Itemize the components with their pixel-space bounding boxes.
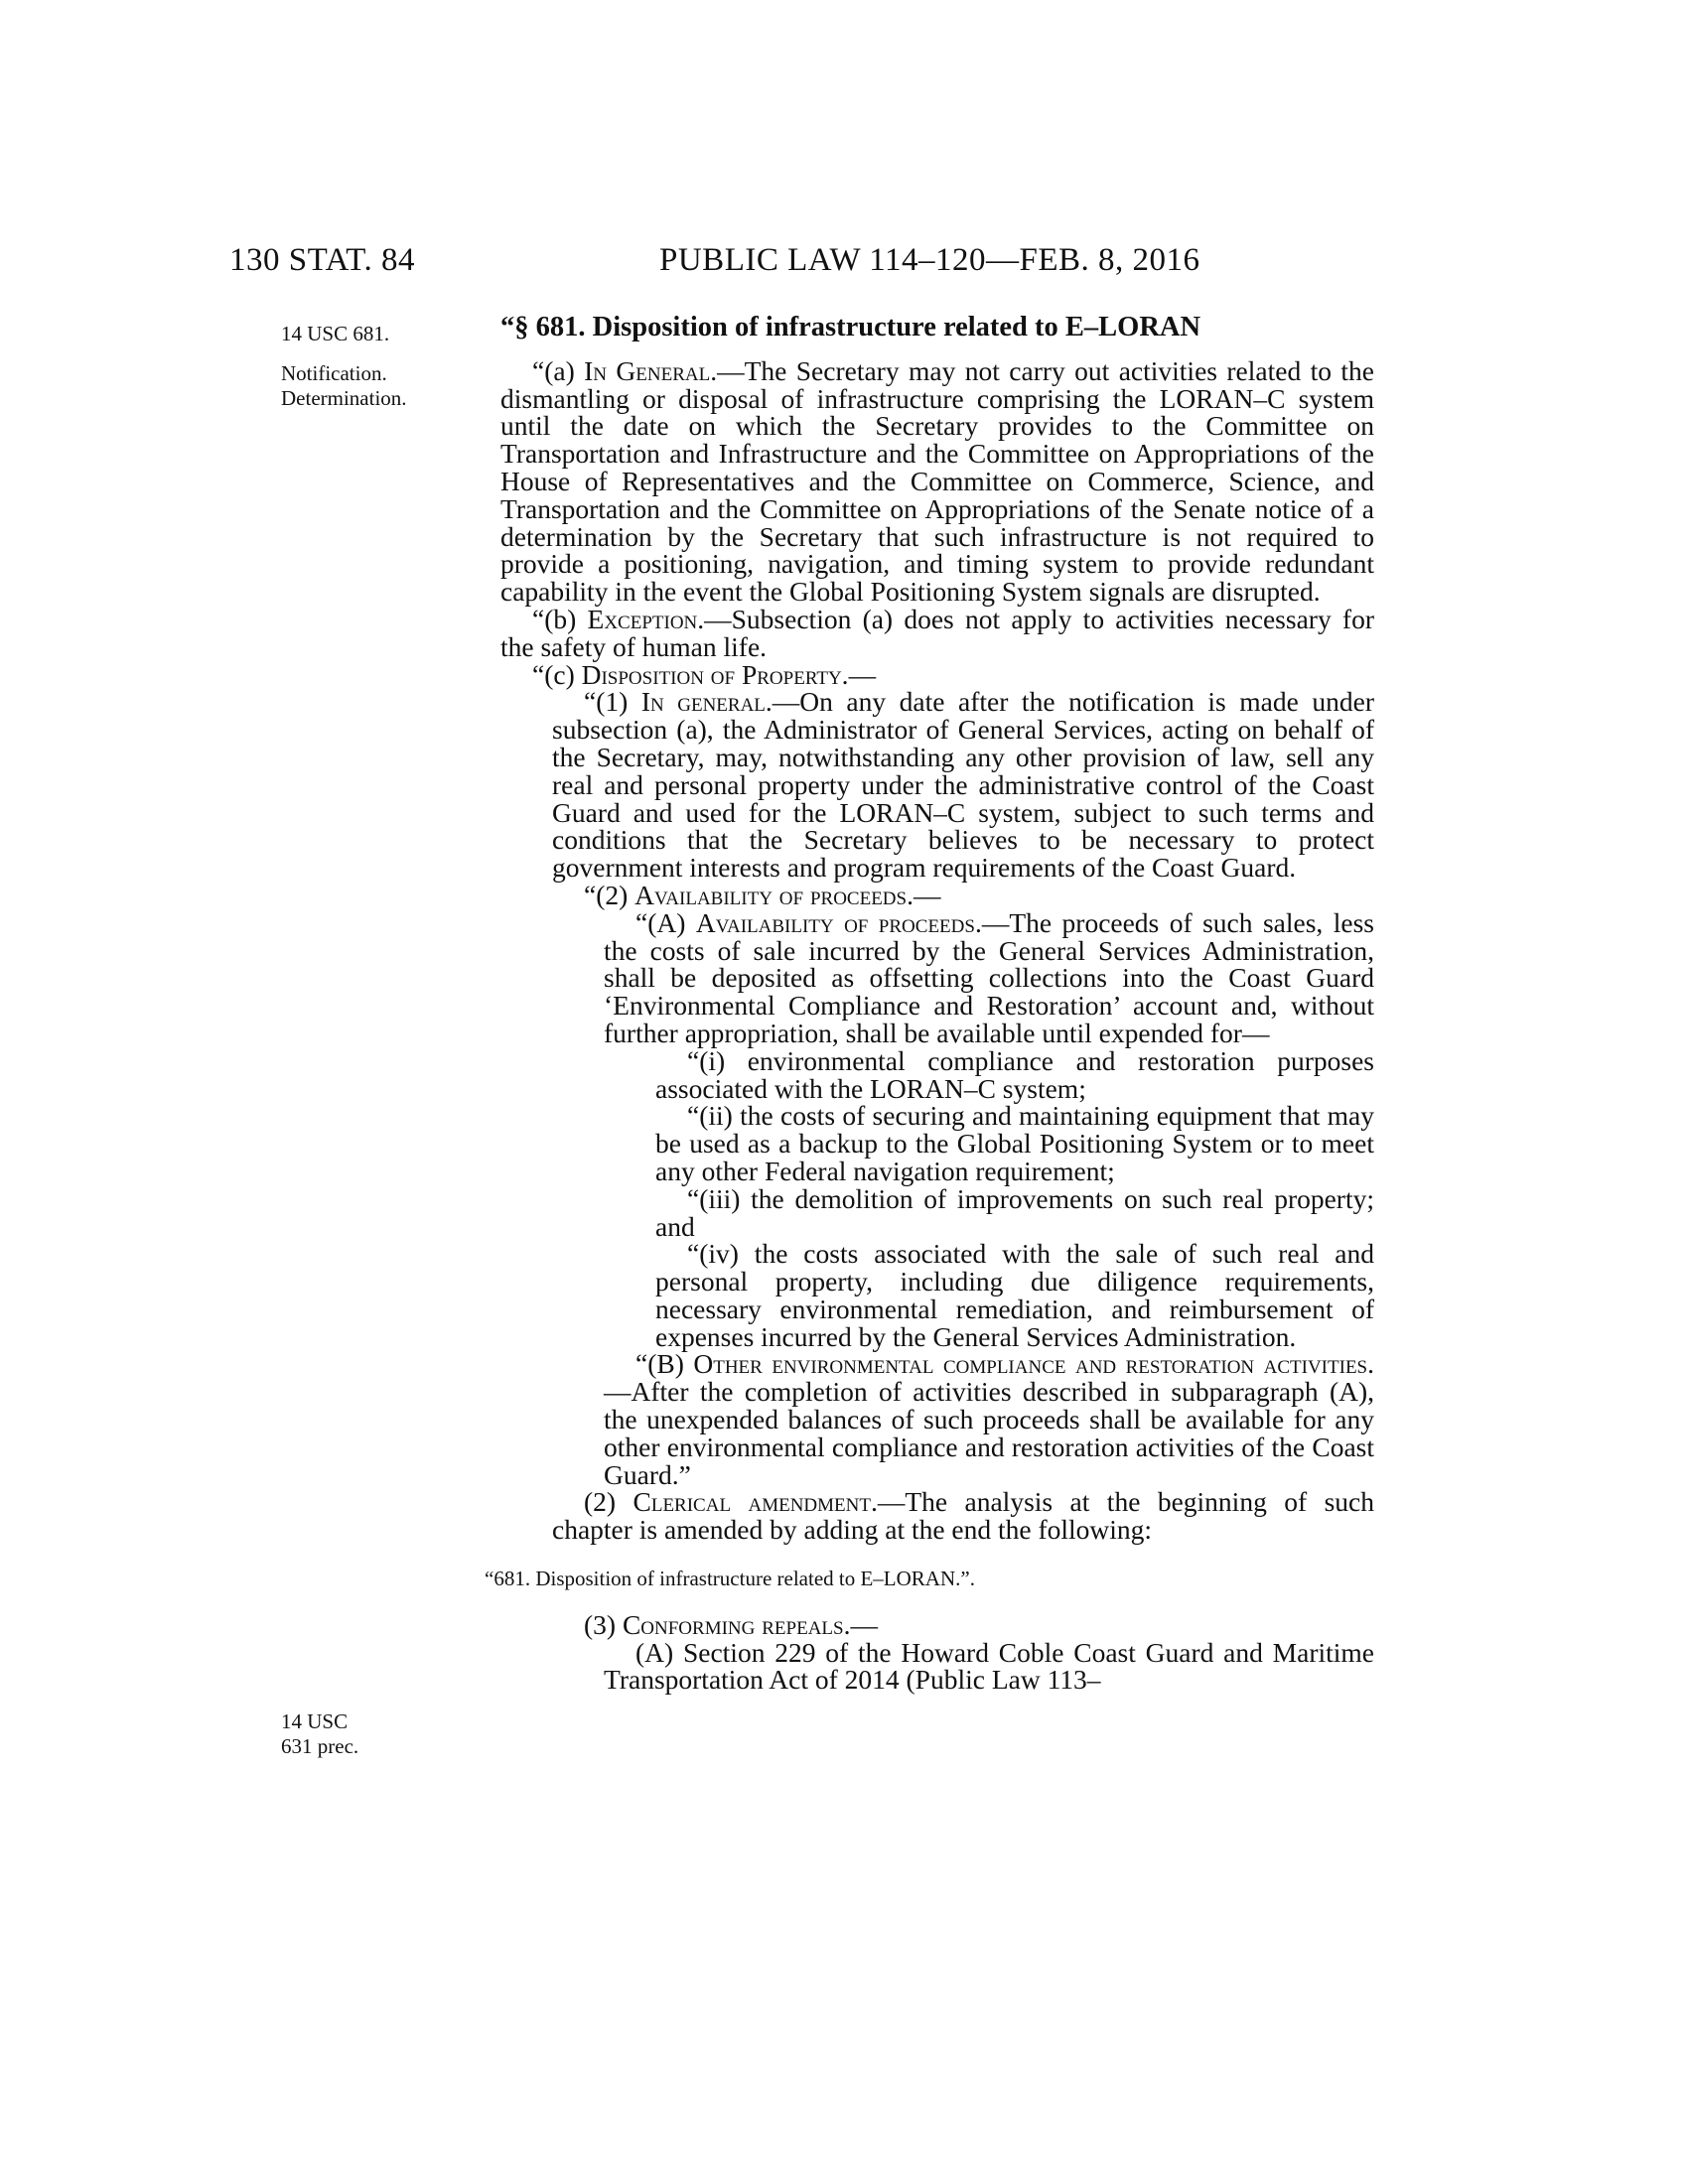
subsection-a: “(a) In General.—The Secretary may not carry out activities related to the dismantling or disposal of infrastructure comprising the LORAN–C system until the date on which the Secretary provides to the Committee on Transportation and Infrastructure and the Committee on Appropriations of the House of Representatives and the Committee on Commerce, Science, and Transportation and the Committee on Appropriations of the Senate notice of a determination by the Secretary that such infrastructure is not required to provide a positioning, navigation, and timing system to provide redundant capability in the event the Global Positioning System signals are disrupted. xyxy=(500,354,1374,608)
subparagraph-c2A: “(A) Availability of proceeds.—The proceeds of such sales, less the costs of sale incurred by the General Services Administration, shall be deposited as offsetting collections into the Coast Guard ‘Environmental Compliance and Restoration’ account and, without further appropriation, shall be available until expended for— xyxy=(604,906,1374,1048)
table-of-sections-entry: “681. Disposition of infrastructure related to E–LORAN.”. xyxy=(485,1567,975,1591)
subsection-b: “(b) Exception.—Subsection (a) does not apply to activities necessary for the safety of human life. xyxy=(500,603,1374,662)
clause-iii: “(iii) the demolition of improvements on such real property; and xyxy=(655,1182,1374,1242)
public-law-title: PUBLIC LAW 114–120—FEB. 8, 2016 xyxy=(659,242,1200,278)
section-heading: “§ 681. Disposition of infrastructure related to E–LORAN xyxy=(500,312,1201,342)
repeal-subparagraph-A: (A) Section 229 of the Howard Coble Coast Guard and Maritime Transportation Act of 2014 (Public Law 113– xyxy=(604,1636,1374,1696)
paragraph-c1: “(1) In general.—On any date after the notification is made under subsection (a), the Administrator of General Services, acting on behalf of the Secretary, may, notwithstanding any other provision of law, sell any real and personal property under the administrative control of the Coast Guard and used for the LORAN–C system, subject to such terms and conditions that the Secretary believes to be necessary to protect government interests and program requirements of the Coast Guard. xyxy=(552,686,1374,884)
margin-note-usc-631-line2: 631 prec. xyxy=(281,1734,359,1758)
paragraph-c2: “(2) Availability of proceeds.— xyxy=(584,879,941,910)
subparagraph-c2B: “(B) Other environmental compliance and restoration activities.—After the completion of activities described in subparagraph (A), the unexpended balances of such proceeds shall be available for any other environmental compliance and restoration activities of the Coast Guard.” xyxy=(604,1348,1374,1490)
clause-ii: “(ii) the costs of securing and maintaining equipment that may be used as a backup to the Global Positioning System or to meet any other Federal navigation requirement; xyxy=(655,1100,1374,1186)
clerical-amendment: (2) Clerical amendment.—The analysis at the beginning of such chapter is amended by adding at the end the following: xyxy=(552,1486,1374,1546)
stat-page-number: 130 STAT. 84 xyxy=(229,242,416,278)
clause-i: “(i) environmental compliance and restoration purposes associated with the LORAN–C system; xyxy=(655,1044,1374,1104)
margin-note-notification: Notification. xyxy=(281,361,387,385)
statute-text xyxy=(485,312,1374,1696)
margin-note-usc-681: 14 USC 681. xyxy=(281,322,390,345)
clause-iv: “(iv) the costs associated with the sale of such real and personal property, including due diligence requirements, necessary environmental remediation, and reimbursement of expenses incurred by the General Services Administration. xyxy=(655,1238,1374,1352)
margin-note-determination: Determination. xyxy=(281,386,407,410)
conforming-repeals: (3) Conforming repeals.— xyxy=(584,1608,878,1640)
subsection-c: “(c) Disposition of Property.— xyxy=(532,658,877,690)
margin-note-usc-631-line1: 14 USC xyxy=(281,1709,349,1733)
